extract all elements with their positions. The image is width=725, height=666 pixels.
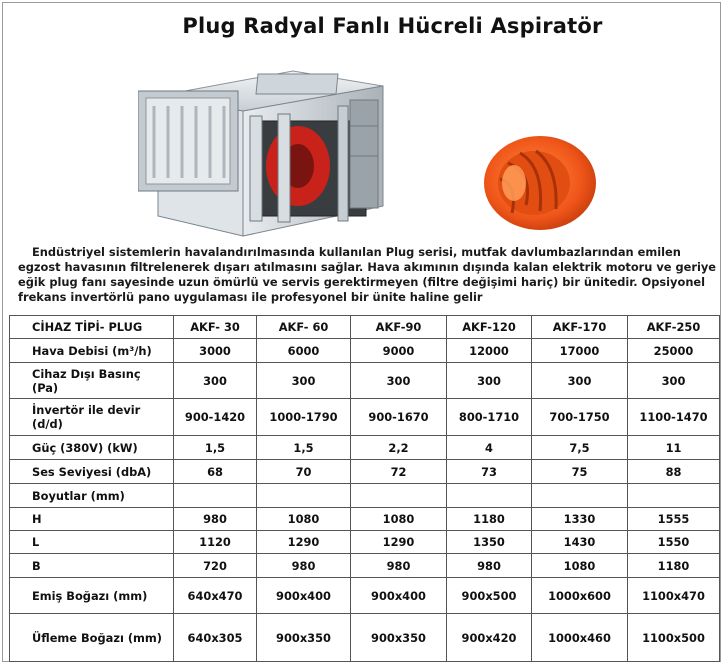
table-cell: 900-1420 xyxy=(174,399,257,436)
row-label: Güç (380V) (kW) xyxy=(10,436,174,460)
table-row xyxy=(10,339,720,363)
table-cell: 700-1750 xyxy=(532,399,628,436)
table-cell: 1,5 xyxy=(257,436,351,460)
table-cell: 1080 xyxy=(351,508,447,531)
page-title: Plug Radyal Fanlı Hücreli Aspiratör xyxy=(182,14,603,38)
table-row xyxy=(10,614,720,662)
description-line: egzost havasının filtrelenerek dışarı atılmasını sağlar. Hava akımının dışında kalan elektrik motoru ve geriye xyxy=(18,260,717,274)
table-cell: 1,5 xyxy=(174,436,257,460)
table-cell: 900-1670 xyxy=(351,399,447,436)
table-cell: 900x350 xyxy=(351,614,447,662)
table-cell: 68 xyxy=(174,460,257,484)
table-row xyxy=(10,578,720,614)
table-cell: 800-1710 xyxy=(447,399,532,436)
table-row xyxy=(10,554,720,578)
table-cell: 1000x600 xyxy=(532,578,628,614)
table-cell: 73 xyxy=(447,460,532,484)
table-cell: 25000 xyxy=(628,339,720,363)
model-header: AKF- 60 xyxy=(257,316,351,339)
table-cell: 1000x460 xyxy=(532,614,628,662)
table-cell: 4 xyxy=(447,436,532,460)
table-cell: 1080 xyxy=(257,508,351,531)
row-label: İnvertör ile devir (d/d) xyxy=(10,399,174,436)
table-cell: 1330 xyxy=(532,508,628,531)
table-cell xyxy=(351,484,447,508)
description xyxy=(18,245,723,305)
row-label: L xyxy=(10,531,174,554)
row-label: Hava Debisi (m³/h) xyxy=(10,339,174,363)
table-cell: 1100-1470 xyxy=(628,399,720,436)
table-cell: 1000-1790 xyxy=(257,399,351,436)
table-cell: 7,5 xyxy=(532,436,628,460)
model-header: AKF-250 xyxy=(628,316,720,339)
row-label: Cihaz Dışı Basınç (Pa) xyxy=(10,363,174,399)
row-label: H xyxy=(10,508,174,531)
table-cell: 12000 xyxy=(447,339,532,363)
model-header: AKF-90 xyxy=(351,316,447,339)
table-row xyxy=(10,363,720,399)
table-row xyxy=(10,436,720,460)
description-line: Endüstriyel sistemlerin havalandırılmasında kullanılan Plug serisi, mutfak davlumbazlarından emilen xyxy=(32,245,681,259)
table-row xyxy=(10,484,720,508)
table-cell: 11 xyxy=(628,436,720,460)
table-cell: 300 xyxy=(351,363,447,399)
table-row xyxy=(10,508,720,531)
table-cell xyxy=(257,484,351,508)
table-cell: 1180 xyxy=(447,508,532,531)
table-cell xyxy=(532,484,628,508)
table-cell: 980 xyxy=(174,508,257,531)
table-cell: 980 xyxy=(351,554,447,578)
table-cell: 1100x500 xyxy=(628,614,720,662)
table-cell: 980 xyxy=(447,554,532,578)
description-line: eğik plug fanı sayesinde uzun ömürlü ve servis gerektirmeyen (filtre değişimi hariç) bir ünitedir. Opsiyonel xyxy=(18,275,706,289)
table-cell: 88 xyxy=(628,460,720,484)
table-cell: 900x350 xyxy=(257,614,351,662)
table-cell: 72 xyxy=(351,460,447,484)
model-header: AKF- 30 xyxy=(174,316,257,339)
table-cell: 300 xyxy=(174,363,257,399)
table-cell: 1080 xyxy=(532,554,628,578)
table-cell: 70 xyxy=(257,460,351,484)
impeller-image xyxy=(478,133,598,233)
model-header: AKF-170 xyxy=(532,316,628,339)
table-row xyxy=(10,531,720,554)
table-cell: 1350 xyxy=(447,531,532,554)
model-header: AKF-120 xyxy=(447,316,532,339)
cabinet-unit-image xyxy=(138,66,388,246)
table-cell xyxy=(628,484,720,508)
table-cell: 640x305 xyxy=(174,614,257,662)
table-cell: 640x470 xyxy=(174,578,257,614)
table-cell: 1290 xyxy=(257,531,351,554)
table-cell xyxy=(447,484,532,508)
table-cell: 1555 xyxy=(628,508,720,531)
table-row xyxy=(10,399,720,436)
row-label: B xyxy=(10,554,174,578)
table-cell: 1430 xyxy=(532,531,628,554)
spec-table xyxy=(9,315,720,662)
table-cell: 75 xyxy=(532,460,628,484)
table-cell: 900x420 xyxy=(447,614,532,662)
row-label: Ses Seviyesi (dbA) xyxy=(10,460,174,484)
table-cell: 1290 xyxy=(351,531,447,554)
row-label: Emiş Boğazı (mm) xyxy=(10,578,174,614)
table-cell: 900x400 xyxy=(351,578,447,614)
table-cell: 720 xyxy=(174,554,257,578)
table-header-row xyxy=(10,316,720,339)
table-cell: 300 xyxy=(447,363,532,399)
description-line: frekans invertörlü pano uygulaması ile profesyonel bir ünite haline gelir xyxy=(18,290,483,304)
table-cell: 6000 xyxy=(257,339,351,363)
table-cell: 900x400 xyxy=(257,578,351,614)
header-label: CİHAZ TİPİ- PLUG xyxy=(10,316,174,339)
table-cell xyxy=(174,484,257,508)
table-cell: 1100x470 xyxy=(628,578,720,614)
row-label: Boyutlar (mm) xyxy=(10,484,174,508)
table-cell: 1550 xyxy=(628,531,720,554)
table-row xyxy=(10,460,720,484)
table-cell: 300 xyxy=(257,363,351,399)
table-cell: 980 xyxy=(257,554,351,578)
table-cell: 300 xyxy=(628,363,720,399)
row-label: Üfleme Boğazı (mm) xyxy=(10,614,174,662)
table-cell: 2,2 xyxy=(351,436,447,460)
table-cell: 300 xyxy=(532,363,628,399)
table-cell: 1180 xyxy=(628,554,720,578)
table-cell: 17000 xyxy=(532,339,628,363)
table-cell: 3000 xyxy=(174,339,257,363)
table-cell: 1120 xyxy=(174,531,257,554)
table-cell: 900x500 xyxy=(447,578,532,614)
table-cell: 9000 xyxy=(351,339,447,363)
